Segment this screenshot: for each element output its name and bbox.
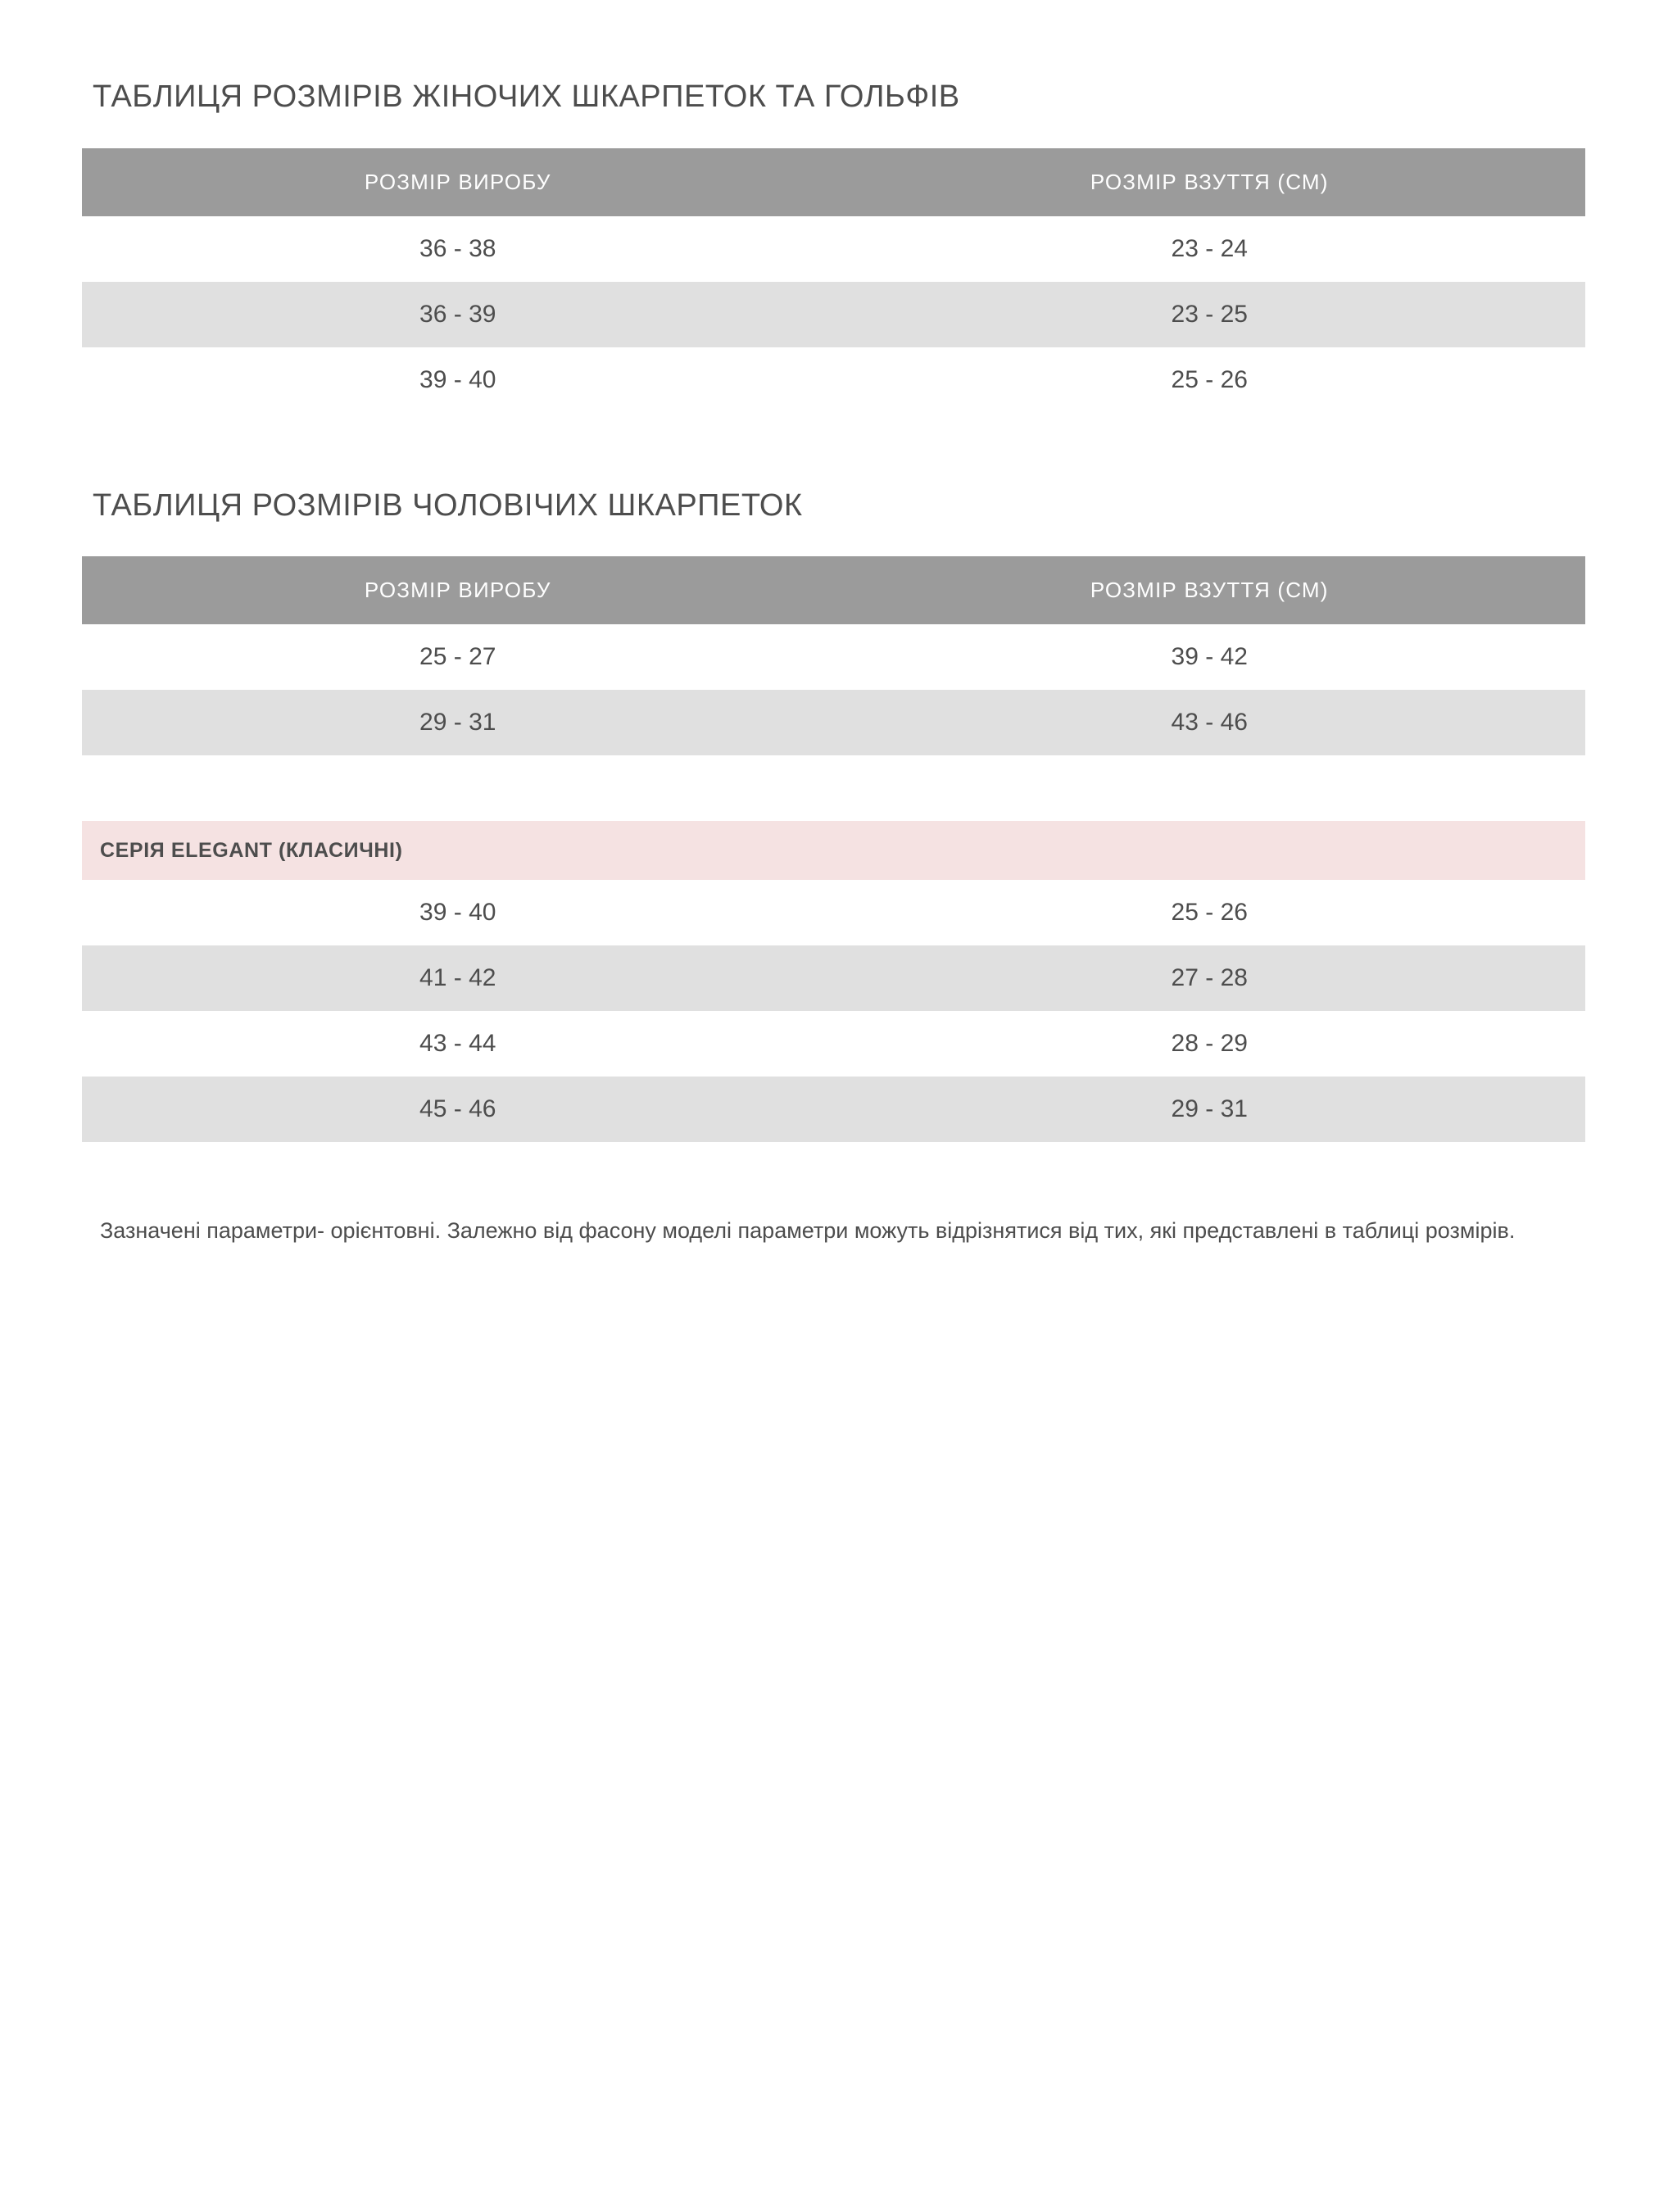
- table-row: [82, 282, 1585, 347]
- table-row: [82, 347, 1585, 413]
- table-row: [82, 690, 1585, 755]
- cell-shoe-size: 28 - 29: [834, 1011, 1586, 1077]
- cell-product-size: 39 - 40: [82, 880, 834, 945]
- cell-product-size: 25 - 27: [82, 624, 834, 690]
- cell-shoe-size: 23 - 25: [834, 282, 1586, 347]
- table-row: [82, 216, 1585, 282]
- column-header-product-size: РОЗМІР ВИРОБУ: [82, 556, 834, 624]
- cell-shoe-size: 25 - 26: [834, 347, 1586, 413]
- column-header-product-size: РОЗМІР ВИРОБУ: [82, 148, 834, 216]
- women-size-table: [82, 148, 1585, 413]
- cell-product-size: 41 - 42: [82, 945, 834, 1011]
- cell-shoe-size: 23 - 24: [834, 216, 1586, 282]
- cell-shoe-size: 27 - 28: [834, 945, 1586, 1011]
- page-title-women: ТАБЛИЦЯ РОЗМІРІВ ЖІНОЧИХ ШКАРПЕТОК ТА ГОЛЬФІВ: [93, 79, 960, 114]
- spacer: [82, 755, 1577, 821]
- cell-product-size: 36 - 39: [82, 282, 834, 347]
- series-elegant-table: [82, 880, 1585, 1142]
- table-header-row: [82, 556, 1585, 624]
- table-row: [82, 1077, 1585, 1142]
- disclaimer-note: Зазначені параметри- орієнтовні. Залежно від фасону моделі параметри можуть відрізнятися від тих, які представлені в таблиці розмірів.: [100, 1218, 1516, 1243]
- cell-shoe-size: 29 - 31: [834, 1077, 1586, 1142]
- column-header-shoe-size: РОЗМІР ВЗУТТЯ (СМ): [834, 556, 1586, 624]
- table-header-row: [82, 148, 1585, 216]
- series-elegant-banner: [82, 821, 1585, 880]
- column-header-shoe-size: РОЗМІР ВЗУТТЯ (СМ): [834, 148, 1586, 216]
- cell-shoe-size: 39 - 42: [834, 624, 1586, 690]
- table-row: [82, 880, 1585, 945]
- series-elegant-label: СЕРІЯ ELEGANT (КЛАСИЧНІ): [100, 838, 403, 862]
- page-title-men: ТАБЛИЦЯ РОЗМІРІВ ЧОЛОВІЧИХ ШКАРПЕТОК: [93, 487, 803, 523]
- men-size-table: [82, 556, 1585, 755]
- cell-product-size: 29 - 31: [82, 690, 834, 755]
- table-row: [82, 1011, 1585, 1077]
- table-row: [82, 945, 1585, 1011]
- table-row: [82, 624, 1585, 690]
- cell-product-size: 36 - 38: [82, 216, 834, 282]
- cell-shoe-size: 25 - 26: [834, 880, 1586, 945]
- cell-shoe-size: 43 - 46: [834, 690, 1586, 755]
- cell-product-size: 39 - 40: [82, 347, 834, 413]
- cell-product-size: 45 - 46: [82, 1077, 834, 1142]
- cell-product-size: 43 - 44: [82, 1011, 834, 1077]
